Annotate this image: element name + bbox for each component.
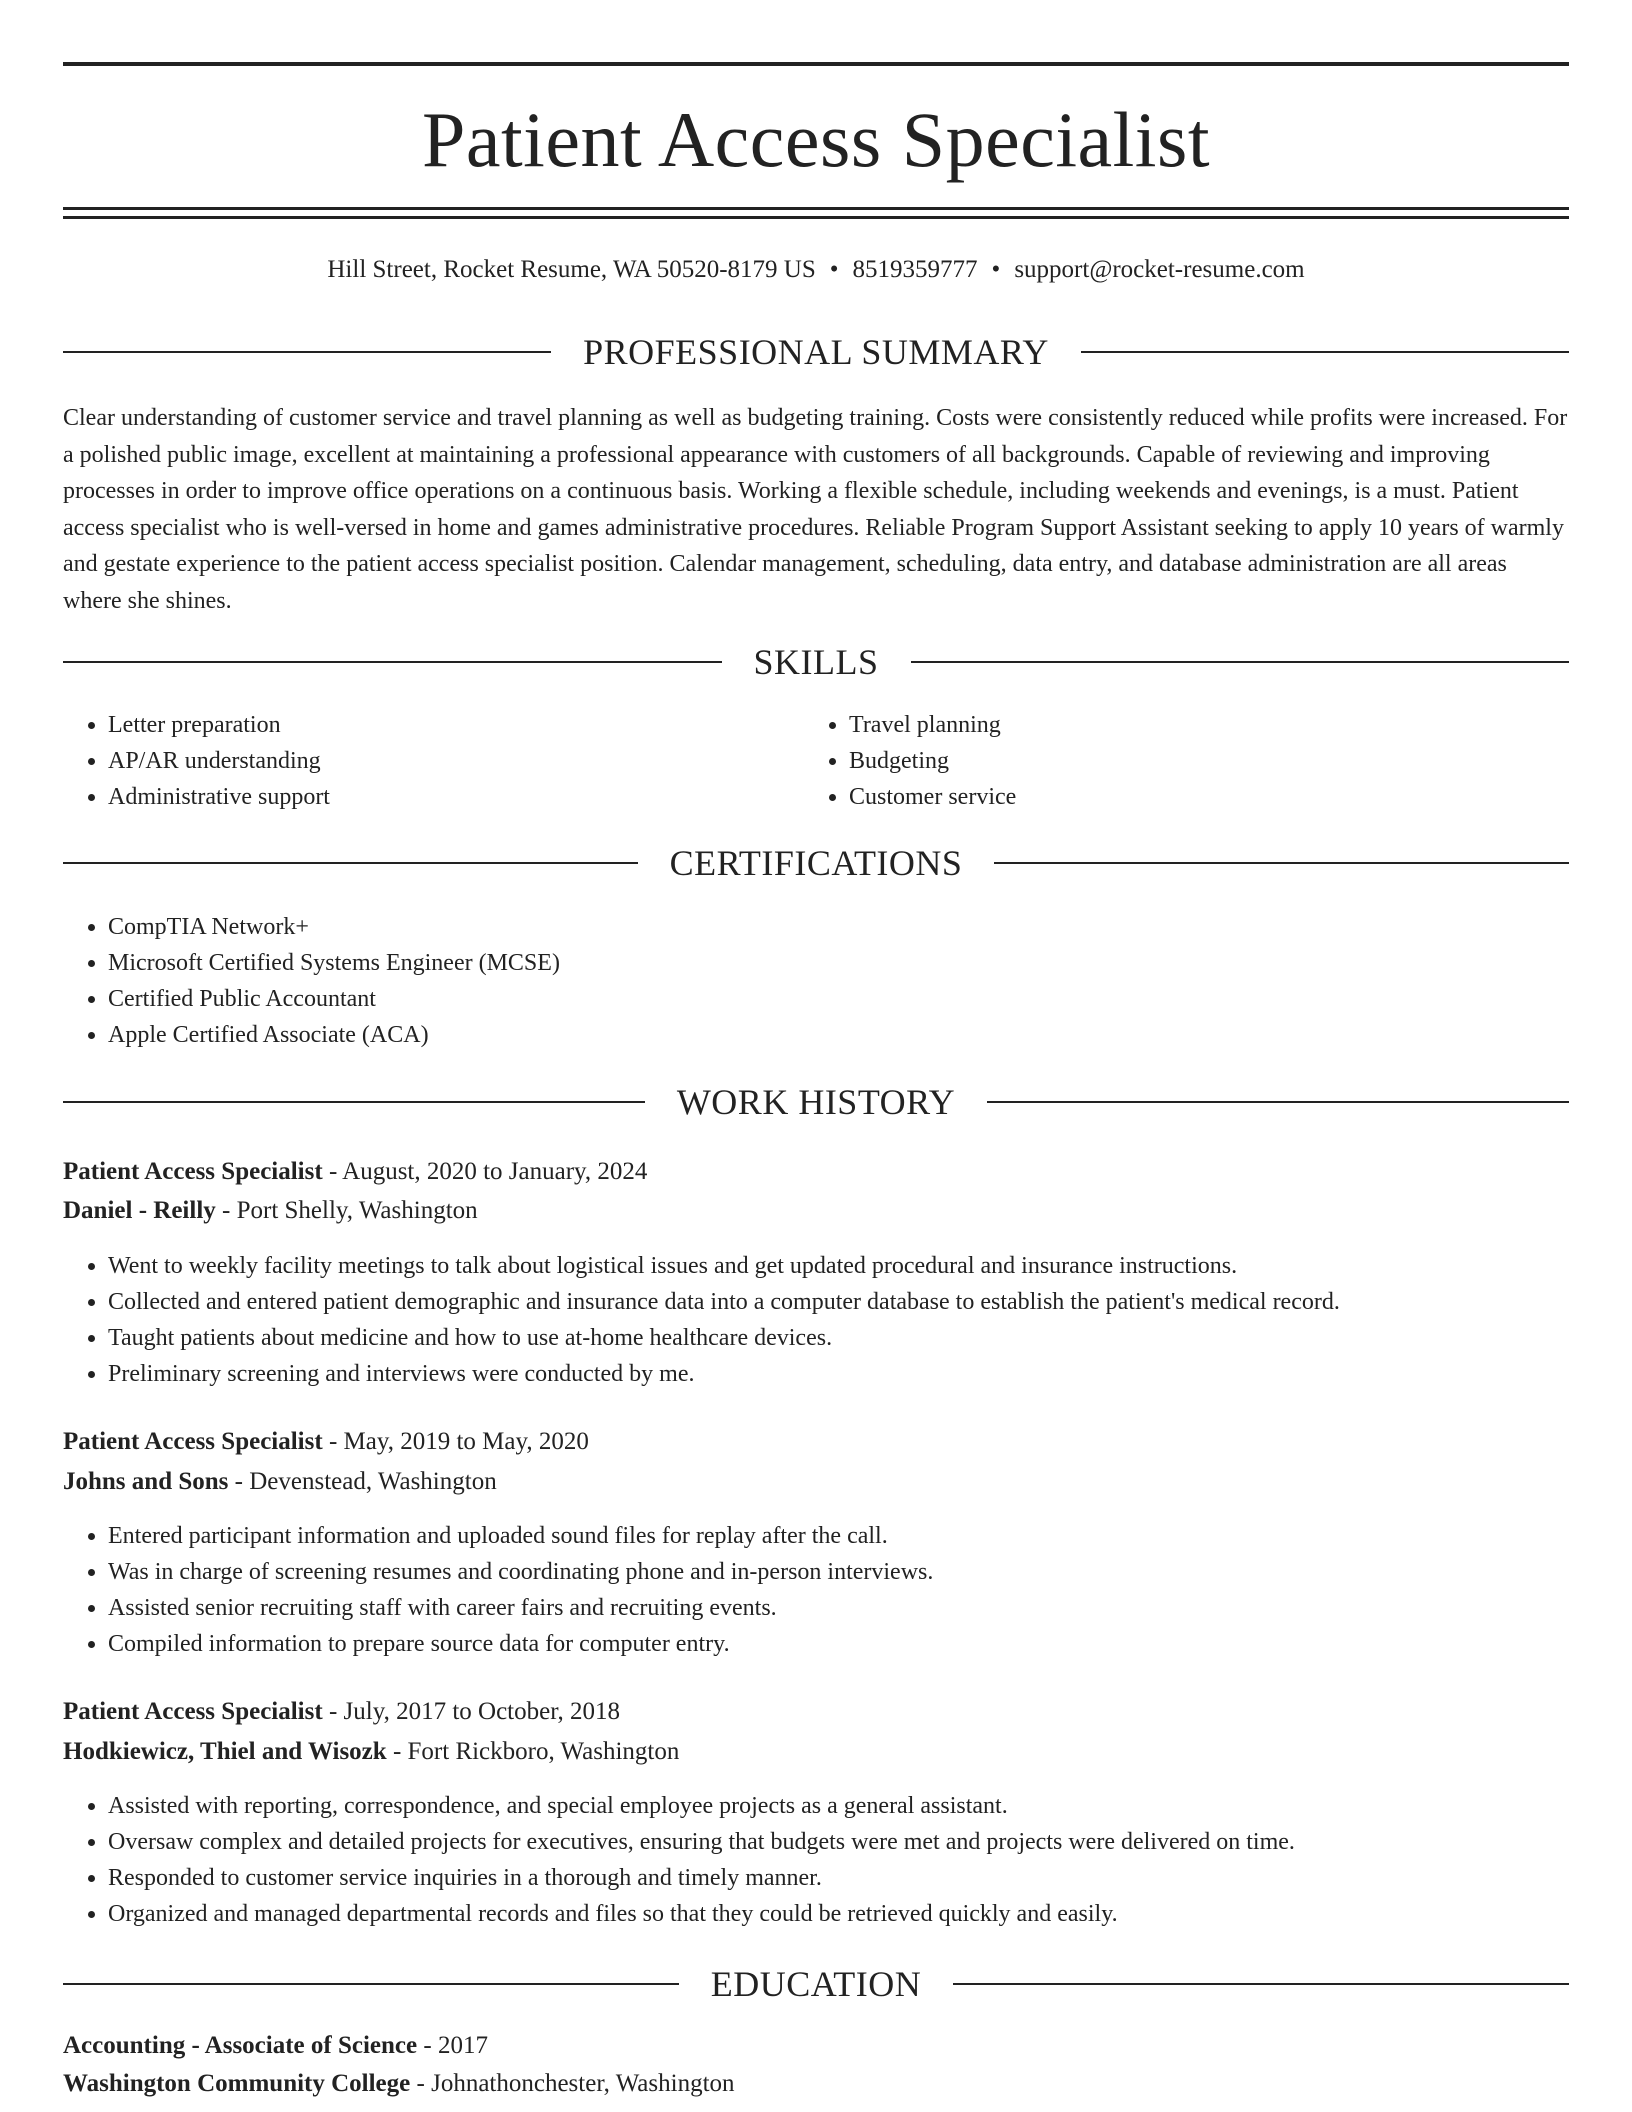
section-title: EDUCATION: [710, 1964, 922, 2004]
job-company-line: [63, 1734, 679, 1770]
divider: [63, 351, 551, 353]
job-company-line: [63, 1464, 497, 1500]
job-bullet: • Preliminary screening and interviews were conducted by me.: [108, 1356, 1548, 1392]
section-heading-summary: [63, 330, 1569, 374]
job-location: - Port Shelly, Washington: [215, 1197, 478, 1224]
contact-separator: •: [991, 256, 1001, 283]
summary-text: Clear understanding of customer service and travel planning as well as budgeting training. Costs were consistently reduced while profits were increased. For a polished public image, excellent at maintaining a professional appearance with customers of all backgrounds. Capable of reviewing and improving processes in order to improve office operations on a continuous basis. Working a flexible schedule, including weekends and evenings, is a must. Patient access specialist who is well-versed in home and games administrative procedures. Reliable Program Support Assistant seeking to apply 10 years of warmly and gestate experience to the patient access specialist position. Calendar management, scheduling, data entry, and database administration are all areas where she shines.: [63, 405, 1568, 614]
job-title-line: [63, 1694, 620, 1730]
job-title-line: [63, 1154, 647, 1190]
job-title: Patient Access Specialist: [63, 1698, 323, 1725]
job-company: Hodkiewicz, Thiel and Wisozk: [63, 1738, 387, 1765]
skill-item: • AP/AR understanding: [108, 743, 808, 779]
contact-line: [63, 253, 1569, 287]
job-company: Johns and Sons: [63, 1468, 229, 1495]
certification-item: • Apple Certified Associate (ACA): [108, 1017, 1548, 1053]
section-title: SKILLS: [753, 642, 879, 682]
job-bullet: • Compiled information to prepare source data for computer entry.: [108, 1626, 1548, 1662]
skill-item: • Customer service: [849, 779, 1549, 815]
job-bullet: • Assisted with reporting, correspondence, and special employee projects as a general assistant.: [108, 1788, 1548, 1824]
job-bullet: • Taught patients about medicine and how to use at-home healthcare devices.: [108, 1320, 1548, 1356]
divider: [911, 661, 1570, 663]
job-title: Patient Access Specialist: [63, 1428, 323, 1455]
divider: [987, 1101, 1569, 1103]
divider: [63, 1101, 645, 1103]
skill-item: • Letter preparation: [108, 707, 808, 743]
contact-email: support@rocket-resume.com: [1014, 256, 1305, 283]
job-title-line: [63, 1424, 589, 1460]
job-dates: - July, 2017 to October, 2018: [322, 1698, 621, 1725]
section-heading-certifications: [63, 841, 1569, 885]
job-bullet: • Collected and entered patient demographic and insurance data into a computer database to establish the patient's medical record.: [108, 1284, 1548, 1320]
section-title: WORK HISTORY: [676, 1082, 956, 1122]
job-bullet: • Organized and managed departmental records and files so that they could be retrieved quickly and easily.: [108, 1896, 1548, 1932]
section-heading-skills: [63, 640, 1569, 684]
job-bullet: • Was in charge of screening resumes and coordinating phone and in-person interviews.: [108, 1554, 1548, 1590]
contact-phone: 8519359777: [852, 256, 978, 283]
job-bullet: • Went to weekly facility meetings to talk about logistical issues and get updated procedural and insurance instructions.: [108, 1248, 1548, 1284]
education-location: - Johnathonchester, Washington: [410, 2070, 735, 2097]
job-bullets: [63, 1788, 1548, 1932]
job-dates: - August, 2020 to January, 2024: [322, 1158, 648, 1185]
education-degree-line: [63, 2028, 488, 2064]
education-school: Washington Community College: [63, 2070, 411, 2097]
job-bullet: • Entered participant information and uploaded sound files for replay after the call.: [108, 1518, 1548, 1554]
job-bullet: • Responded to customer service inquiries in a thorough and timely manner.: [108, 1860, 1548, 1896]
divider: [953, 1983, 1569, 1985]
job-bullet: • Oversaw complex and detailed projects for executives, ensuring that budgets were met and projects were delivered on time.: [108, 1824, 1548, 1860]
section-heading-work-history: [63, 1080, 1569, 1124]
job-location: - Devenstead, Washington: [228, 1468, 497, 1495]
divider: [994, 862, 1569, 864]
section-title: CERTIFICATIONS: [669, 843, 963, 883]
section-title: PROFESSIONAL SUMMARY: [583, 332, 1049, 372]
job-company: Daniel - Reilly: [63, 1197, 216, 1224]
skill-item: • Travel planning: [849, 707, 1549, 743]
skills-list-left: [63, 707, 808, 815]
contact-separator: •: [829, 256, 839, 283]
certification-item: • Certified Public Accountant: [108, 981, 1548, 1017]
job-dates: - May, 2019 to May, 2020: [322, 1428, 589, 1455]
certification-item: • CompTIA Network+: [108, 909, 1548, 945]
job-bullets: [63, 1248, 1548, 1392]
education-degree: Accounting - Associate of Science: [63, 2032, 418, 2059]
divider: [63, 862, 638, 864]
certifications-list: [63, 909, 1548, 1053]
job-location: - Fort Rickboro, Washington: [386, 1738, 680, 1765]
education-school-line: [63, 2066, 735, 2102]
education-year: - 2017: [417, 2032, 488, 2059]
top-rule: [63, 62, 1569, 66]
divider: [63, 1983, 679, 1985]
skill-item: • Budgeting: [849, 743, 1549, 779]
job-company-line: [63, 1193, 478, 1229]
section-heading-education: [63, 1962, 1569, 2006]
certification-item: • Microsoft Certified Systems Engineer (MCSE): [108, 945, 1548, 981]
divider: [1081, 351, 1569, 353]
skill-item: • Administrative support: [108, 779, 808, 815]
resume-title: Patient Access Specialist: [421, 96, 1210, 183]
skills-list-right: [804, 707, 1549, 815]
contact-address: Hill Street, Rocket Resume, WA 50520-8179 US: [327, 256, 816, 283]
title-double-rule: [63, 207, 1569, 219]
job-title: Patient Access Specialist: [63, 1158, 323, 1185]
job-bullets: [63, 1518, 1548, 1662]
job-bullet: • Assisted senior recruiting staff with career fairs and recruiting events.: [108, 1590, 1548, 1626]
divider: [63, 661, 722, 663]
